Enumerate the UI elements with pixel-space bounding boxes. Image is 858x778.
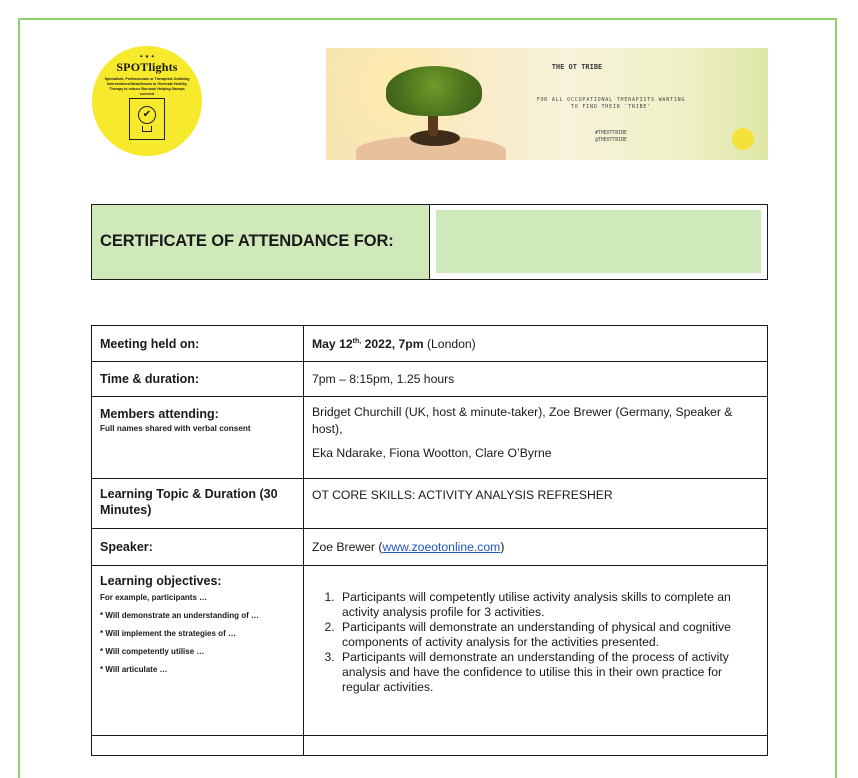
- meeting-date-suffix: 2022, 7pm: [361, 336, 424, 351]
- meeting-label: Meeting held on:: [100, 336, 200, 351]
- time-value: 7pm – 8:15pm, 1.25 hours: [312, 372, 455, 386]
- logo-stars: ✦ ★ ✦: [139, 54, 155, 60]
- speaker-website-link[interactable]: www.zoeotonline.com: [382, 540, 501, 554]
- members-line-2: Eka Ndarake, Fiona Wootton, Clare O’Byrne: [312, 446, 552, 460]
- objective-item: 2. Participants will demonstrate an understanding of physical and cognitive components of activity analysis for the activities presented.: [338, 620, 759, 650]
- speaker-label-cell: [92, 529, 304, 566]
- banner-badge-icon: [732, 128, 754, 150]
- speaker-name: Zoe Brewer: [312, 540, 379, 554]
- time-label: Time & duration:: [100, 372, 200, 386]
- objectives-note-3: * Will competently utilise …: [100, 647, 205, 656]
- objective-item: 3. Participants will demonstrate an understanding of the process of activity analysis and have the confidence to utilise this in their own practice for regular activities.: [338, 650, 759, 695]
- topic-label-cell: [92, 479, 304, 529]
- topic-value: OT CORE SKILLS: ACTIVITY ANALYSIS REFRESHER: [312, 488, 613, 502]
- banner-tagline: FOR ALL OCCUPATIONAL THERAPISTS WANTING TO FIND THEIR 'TRIBE': [536, 97, 686, 110]
- certificate-label-cell: [92, 205, 430, 279]
- objective-item: 1. Participants will competently utilise activity analysis skills to complete an activity analysis profile for 3 activities.: [338, 590, 759, 620]
- table-row: [92, 566, 768, 736]
- speaker-label: Speaker:: [100, 540, 153, 554]
- members-label: Members attending:: [100, 407, 219, 421]
- members-value-cell: [304, 397, 768, 479]
- banner-handles: [571, 130, 651, 144]
- attendee-name-field[interactable]: [436, 210, 761, 273]
- objectives-note-2: * Will implement the strategies of …: [100, 629, 236, 638]
- objectives-note-0: For example, participants …: [100, 593, 208, 602]
- speaker-value-cell: [304, 529, 768, 566]
- meeting-details-table: [91, 325, 768, 756]
- speaker-link-close: ): [500, 540, 505, 554]
- members-note: Full names shared with verbal consent: [100, 424, 251, 433]
- objectives-label: Learning objectives:: [100, 574, 222, 588]
- certificate-header: [91, 204, 768, 280]
- objectives-note-4: * Will articulate …: [100, 665, 168, 674]
- lightbulb-check-icon: [129, 98, 165, 140]
- banner-title: THE OT TRIBE: [551, 63, 603, 71]
- logo-subtitle: Specialists, Professionals or Therapists Outlining Interventions/Ideas/Issues to Generate Healthy Therapy to reduce Burnout/ Helping Stumps succeed: [104, 77, 190, 96]
- table-row: [92, 529, 768, 566]
- meeting-label-cell: [92, 326, 304, 362]
- objectives-label-cell: [92, 566, 304, 736]
- attendee-name-cell[interactable]: [430, 205, 767, 279]
- topic-value-cell: [304, 479, 768, 529]
- banner-hashtag: #THEOTTRIBE: [595, 131, 627, 136]
- meeting-location: (London): [423, 336, 476, 351]
- bulb-base-icon: [142, 126, 152, 132]
- certificate-label: CERTIFICATE OF ATTENDANCE FOR:: [100, 232, 394, 250]
- next-value-cell: [304, 736, 768, 756]
- ot-tribe-banner: [326, 48, 768, 160]
- tree-icon: [386, 66, 482, 116]
- check-icon: ✔: [142, 109, 152, 120]
- objectives-note-1: * Will demonstrate an understanding of …: [100, 611, 260, 620]
- time-label-cell: [92, 362, 304, 397]
- table-row: [92, 397, 768, 479]
- next-label-cell: [92, 736, 304, 756]
- logo-title: SPOTlights: [116, 60, 178, 74]
- bulb-icon: [138, 106, 156, 124]
- table-row: [92, 362, 768, 397]
- table-row: [92, 736, 768, 756]
- spotlights-logo: [92, 46, 202, 156]
- topic-label: Learning Topic & Duration (30 Minutes): [100, 487, 278, 517]
- members-label-cell: [92, 397, 304, 479]
- meeting-date-sup: th,: [352, 337, 362, 345]
- members-line-1: Bridget Churchill (UK, host & minute-taker), Zoe Brewer (Germany, Speaker & host),: [312, 405, 733, 436]
- objectives-list: [312, 590, 759, 695]
- meeting-date: May 12: [312, 336, 353, 351]
- table-row: [92, 479, 768, 529]
- objectives-value-cell: [304, 566, 768, 736]
- time-value-cell: [304, 362, 768, 397]
- table-row: [92, 326, 768, 362]
- banner-handle: @THEOTTRIBE: [595, 138, 627, 143]
- speaker-link-open: (: [378, 540, 383, 554]
- meeting-value-cell: [304, 326, 768, 362]
